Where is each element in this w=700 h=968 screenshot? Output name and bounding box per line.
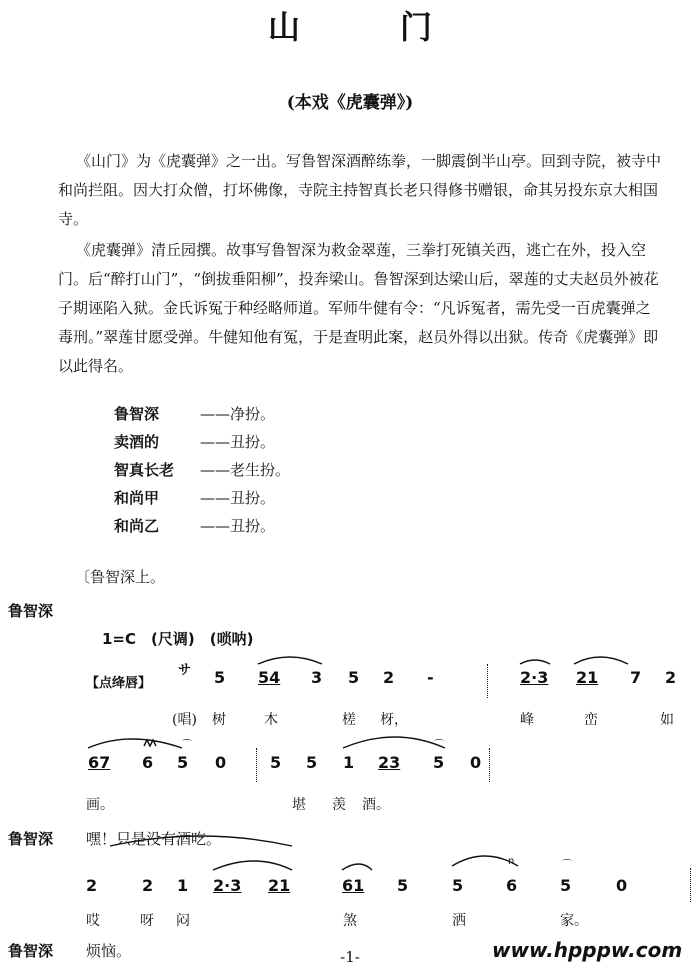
lyric: 如 [660,712,674,728]
note: 5 [270,753,282,772]
cast-role: ——净扮。 [200,405,276,423]
lyric: 槎 [342,712,356,728]
note: 61 [342,876,365,895]
note: 23 [378,753,401,772]
note: 7 [630,668,642,687]
note: 0 [616,876,628,895]
note: 5 [306,753,318,772]
note: 1 [177,876,189,895]
lyric: 堪 [292,797,306,813]
lyric: 闷 [176,913,190,929]
lyric: 枒， [380,712,408,728]
note: 54 [258,668,281,687]
lyric: 峰 [520,712,534,728]
lyric: (唱) [172,712,197,728]
cast-name: 智真长老 [114,461,175,479]
cast-name: 鲁智深 [114,405,160,423]
note: 21 [268,876,291,895]
page-subtitle: (本戏《虎囊弹》) [286,93,414,113]
lyric: 峦 [584,712,598,728]
svg-text:⌒: ⌒ [562,860,572,871]
lyric: 呀 [140,913,154,929]
note: 21 [576,668,599,687]
lyric: 画。 [86,797,114,813]
note: 2·3 [520,668,549,687]
intro-paragraph-2: 《虎囊弹》清丘园撰。故事写鲁智深为救金翠莲，三拳打死镇关西，逃亡在外，投入空门。后“醉打山门”，“倒拔垂阳柳”，投奔梁山。鲁智深到达梁山后，翠莲的丈夫赵员外被花子期诬陷入狱。金氏诉冤于种经略师道。军师牛健有令：“凡诉冤者，需先受一百虎囊弹之毒刑。”翠莲甘愿受弹。牛健知他有冤，于是查明此案，赵员外得以出狱。传奇《虎囊弹》即以此得名。 [58,241,659,375]
page-number: -1- [340,948,360,966]
lyric: 木 [264,712,278,728]
note: 5 [397,876,409,895]
cast-role: ——丑扮。 [200,517,276,535]
cast-name: 和尚乙 [114,517,160,535]
lyric: 煞 [343,913,357,929]
note: 3 [311,668,323,687]
lyric: 羡 [332,797,346,813]
note: 5 [214,668,226,687]
speaker-label: 鲁智深 [8,602,54,620]
note: 2 [383,668,395,687]
note: 6 [142,753,154,772]
cast-name: 和尚甲 [114,489,160,507]
note: 5 [560,876,572,895]
speaker-label: 鲁智深 [8,942,54,960]
stage-direction: 〔鲁智深上。 [75,568,166,586]
note: 1 [343,753,355,772]
spoken-line: 烦恼。 [86,942,132,960]
svg-text:n: n [508,856,515,867]
note: 2 [142,876,154,895]
note: 5 [348,668,360,687]
cast-role: ——老生扮。 [200,461,291,479]
lyric: 树 [212,712,226,728]
lyric: 哎 [86,913,100,929]
note: - [427,668,434,687]
key-signature: 1=C (尺调) (唢呐) [102,630,254,648]
cast-name: 卖酒的 [114,433,160,451]
note: 67 [88,753,111,772]
note: 6 [506,876,518,895]
note: 2 [665,668,677,687]
svg-text:⌒: ⌒ [182,740,192,751]
note: 2 [86,876,98,895]
cast-role: ——丑扮。 [200,433,276,451]
note: 5 [433,753,445,772]
tune-name: 【点绛唇】 [86,676,152,691]
spoken-line: 嘿！只是没有酒吃。 [86,830,222,848]
free-meter-mark: サ [178,663,192,678]
lyric: 家。 [560,913,588,929]
speaker-label: 鲁智深 [8,830,54,848]
watermark: www.hpppw.com [492,938,683,962]
lyric: 洒 [452,913,466,929]
lyric: 酒。 [362,797,390,813]
cast-role: ——丑扮。 [200,489,276,507]
intro-paragraph-1: 《山门》为《虎囊弹》之一出。写鲁智深酒醉练拳，一脚震倒半山亭。回到寺院，被寺中和尚拦阻。因大打众僧，打坏佛像，寺院主持智真长老只得修书赠银，命其另投东京大相国寺。 [58,152,662,228]
note: 0 [215,753,227,772]
note: 5 [452,876,464,895]
note: 5 [177,753,189,772]
page-title: 山 门 [267,8,466,46]
svg-text:⌒: ⌒ [434,740,444,751]
note: 0 [470,753,482,772]
note: 2·3 [213,876,242,895]
